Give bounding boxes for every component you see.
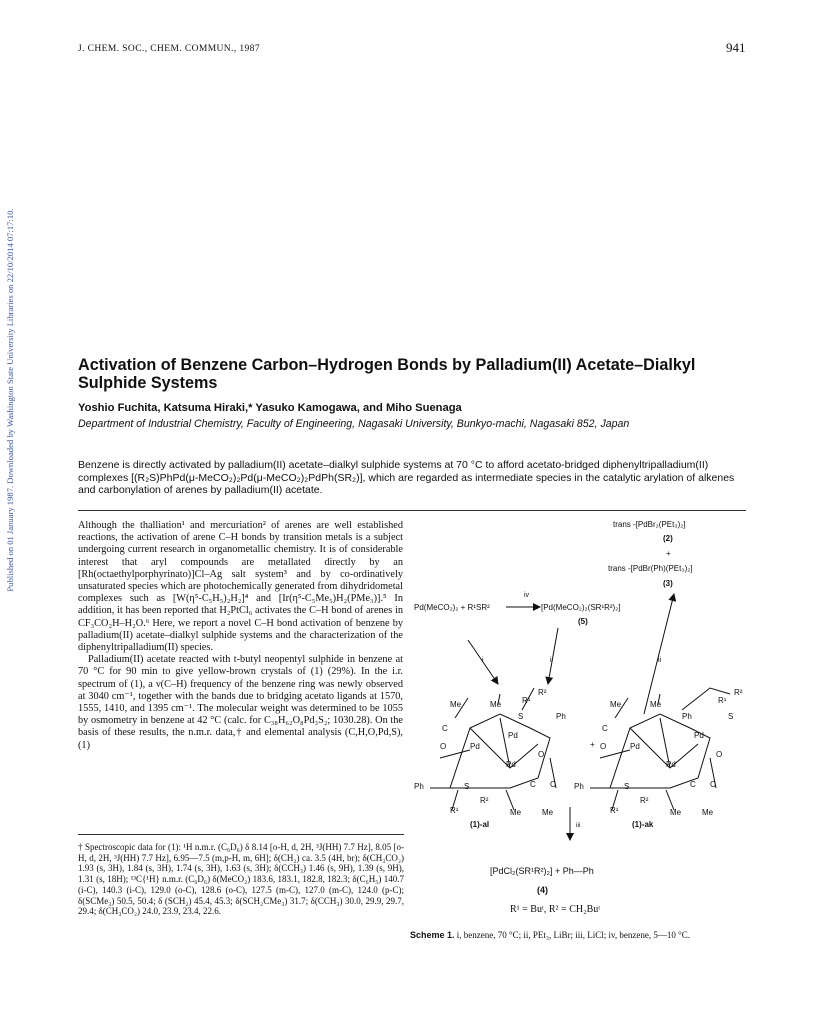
scheme-compound-5-formula: [Pd(MeCO₂)₂(SR¹R²)₂]	[541, 603, 621, 612]
body-paragraph-1: Although the thalliation¹ and mercuriation² of arenes are well established reactions, the activation of arene C–H bonds by transition metals is a subject undergoing current research in organometallic chemistry. It is of considerable interest that aryl compounds are metallated directly by an [Rh(octaethylporphyrinato)]Cl–Ag salt system³ and by co-ordinatively unsaturated species which are photochemically generated from dihydridometal complexes such as [W(η⁵-C₅H₅)₂H₂]⁴ and [Ir(η⁵-C₅Me₅)H₂(PMe₃)].⁵ In addition, it has been reported that H₂PtCl₆ activates the C–H bond of arenes in CF₃CO₂H–H₂O.⁶ Here, we report a novel C–H bond activation of benzene by palladium(II) acetate–dialkyl sulphide systems and the characterization of the diphenyltripalladium(II) species.	[78, 520, 403, 654]
scheme-substituents: R¹ = Buᵗ, R² = CH₂Buᵗ	[510, 904, 601, 915]
scheme-compound-3-formula: trans -[PdBr(Ph)(PEt₃)₂]	[608, 564, 693, 573]
arrow-i-left	[468, 640, 498, 684]
struct-ak-ph-bottom: Ph	[574, 782, 584, 791]
scheme-arrow-i-left-label: i	[482, 657, 484, 664]
abstract-rule	[78, 510, 746, 511]
article-affiliation: Department of Industrial Chemistry, Faculty of Engineering, Nagasaki University, Bunkyo-machi, Nagasaki 852, Japan	[78, 418, 630, 430]
struct-al-me-2: Me	[490, 700, 502, 709]
download-sidenote[interactable]	[2, 150, 18, 650]
struct-al-s-bottom: S	[464, 782, 470, 791]
struct-al-pd-3: Pd	[506, 760, 516, 769]
struct-ak-me-4: Me	[702, 808, 714, 817]
scheme-arrow-ii-label: ii	[658, 657, 662, 664]
struct-ak-r1: R¹	[718, 696, 727, 705]
article-authors: Yoshio Fuchita, Katsuma Hiraki,* Yasuko Kamogawa, and Miho Suenaga	[78, 402, 462, 414]
scheme-graphics	[410, 518, 755, 848]
scheme-compound-4-formula: [PdCl₂(SR¹R²)₂] + Ph—Ph	[490, 866, 594, 876]
struct-al-r2: R²	[538, 688, 547, 697]
scheme-compound-2-label: (2)	[663, 534, 673, 543]
struct-al-ph-bottom: Ph	[414, 782, 424, 791]
struct-ak-me-2: Me	[650, 700, 662, 709]
struct-al-o-1: O	[440, 742, 447, 751]
scheme-compound-5-label: (5)	[578, 617, 588, 626]
scheme-arrow-iii-label: iii	[576, 822, 581, 829]
scheme-label-1-ak: (1)-ak	[632, 820, 654, 829]
scheme-1	[410, 518, 755, 848]
struct-al-o-2: O	[538, 750, 545, 759]
scheme-compound-3-label: (3)	[663, 579, 673, 588]
scheme-label-1-al: (1)-al	[470, 820, 490, 829]
struct-al-pd-2: Pd	[508, 731, 518, 740]
footnote-spectroscopic: † Spectroscopic data for (1): ¹H n.m.r. (C₆D₆) δ 8.14 [o-H, d, 2H, ³J(HH) 7.7 Hz], 8.05 [o-H, d, 2H, ³J(HH) 7.7 Hz], 6.95—7.5 (m,p-H, m, 6H]; δ(CH₂) ca. 3.5 (4H, br); δ(CH₃CO₂) 1.93 (s, 3H), 1.84 (s, 3H), 1.74 (s, 3H), 1.63 (s, 3H); δ(CCH₃) 1.46 (s, 9H), 1.39 (s, 9H), 1.31 (s, 18H); ¹³C{¹H} n.m.r. (C₆D₆) δ(MeCO₂) 183.6, 183.1, 182.8, 182.3; δ(C₆H₅) 140.7 (i-C), 140.3 (i-C), 129.0 (o-C), 128.6 (o-C), 127.5 (m-C), 127.0 (m-C), 124.0 (p-C); δ(SCMe₃) 50.5, 50.4; δ (SCH₂) 45.4, 45.3; δ(SCH₂CMe₃) 31.7; δ(CCH₃) 30.0, 29.9, 29.7, 29.4; δ(CH₃CO₂) 24.0, 23.9, 23.4, 22.6.	[78, 842, 404, 917]
struct-al-s-top: S	[518, 712, 524, 721]
struct-ak-o-1: O	[600, 742, 607, 751]
scheme-reactants: Pd(MeCO₂)₂ + R¹SR²	[414, 603, 490, 612]
struct-al-ph-top: Ph	[556, 712, 566, 721]
struct-al-r2-bottom: R²	[480, 796, 489, 805]
struct-ak-o-2: O	[716, 750, 723, 759]
struct-ak-s-top: S	[728, 712, 734, 721]
scheme-compound-2-formula: trans -[PdBr₂(PEt₃)₂]	[613, 520, 686, 529]
struct-ak-me-1: Me	[610, 700, 622, 709]
struct-al-r1: R¹	[522, 696, 531, 705]
struct-al-pd-1: Pd	[470, 742, 480, 751]
struct-ak-c-2: C	[690, 780, 696, 789]
struct-ak-pd-1: Pd	[630, 742, 640, 751]
struct-al-r1-bottom: R¹	[450, 806, 459, 815]
arrow-i-mid	[548, 628, 558, 684]
struct-ak-c-1: C	[602, 724, 608, 733]
struct-al-c-1: C	[442, 724, 448, 733]
article-title: Activation of Benzene Carbon–Hydrogen Bonds by Palladium(II) Acetate–Dialkyl Sulphide Systems	[78, 356, 696, 392]
struct-ak-pd-2: Pd	[694, 731, 704, 740]
scheme-caption-title: Scheme 1.	[410, 930, 455, 940]
struct-ak-me-3: Me	[670, 808, 682, 817]
struct-ak-r2: R²	[734, 688, 743, 697]
body-paragraph-2: Palladium(II) acetate reacted with t-butyl neopentyl sulphide in benzene at 70 °C for 90 min to give yellow-brown crystals of (1) (29%). In the i.r. spectrum of (1), a ν(C–H) frequency of the benzene ring was newly observed at 3040 cm⁻¹, together with the bands due to bridging acetato ligands at 1570, 1555, 1410, and 1395 cm⁻¹. The molecular weight was determined to be 1055 by osmometry in benzene at 42 °C (calc. for C₃₈H₆₂O₈Pd₃S₂; 1030.28). On the basis of these results, the n.m.r. data,† and elemental analysis (C,H,O,Pd,S), (1)	[78, 654, 403, 751]
struct-ak-c-3: C	[710, 780, 716, 789]
struct-al-me-3: Me	[510, 808, 522, 817]
scheme-caption-text: i, benzene, 70 °C; ii, PEt₃, LiBr; iii, LiCl; iv, benzene, 5—10 °C.	[456, 930, 691, 940]
article-abstract: Benzene is directly activated by palladium(II) acetate–dialkyl sulphide systems at 70 °C to afford acetato-bridged diphenyltripalladium(II) complexes [(R₂S)PhPd(μ-MeCO₂)₂Pd(μ-MeCO₂)₂PdPh(SR₂)], which are regarded as intermediate species in the catalytic arylation of alkenes and carbonylation of arenes by palladium(II) acetate.	[78, 459, 735, 497]
struct-ak-r2-bottom: R²	[640, 796, 649, 805]
scheme-arrow-iv-label: iv	[524, 592, 530, 599]
struct-al-me-1: Me	[450, 700, 462, 709]
scheme-compound-4-label: (4)	[537, 885, 548, 895]
struct-ak-s-bottom: S	[624, 782, 630, 791]
page-number: 941	[726, 40, 746, 55]
struct-ak-ph-top: Ph	[682, 712, 692, 721]
body-text	[78, 520, 403, 752]
running-title: J. CHEM. SOC., CHEM. COMMUN., 1987	[78, 44, 260, 54]
struct-al-c-3: C	[550, 780, 556, 789]
scheme-plus: +	[666, 549, 671, 558]
struct-plus: +	[590, 740, 595, 749]
arrow-ii	[644, 594, 674, 714]
footnote-rule	[78, 834, 404, 835]
struct-ak-r1-bottom: R¹	[610, 806, 619, 815]
struct-al-c-2: C	[530, 780, 536, 789]
download-sidenote-text[interactable]: Published on 01 January 1987. Downloaded by Washington State University Libraries on 22/10/2014 07:17:10.	[5, 208, 15, 592]
scheme-caption	[410, 930, 750, 941]
struct-al-me-4: Me	[542, 808, 554, 817]
struct-ak-pd-3: Pd	[666, 760, 676, 769]
scheme-arrow-i-mid-label: i	[550, 657, 552, 664]
